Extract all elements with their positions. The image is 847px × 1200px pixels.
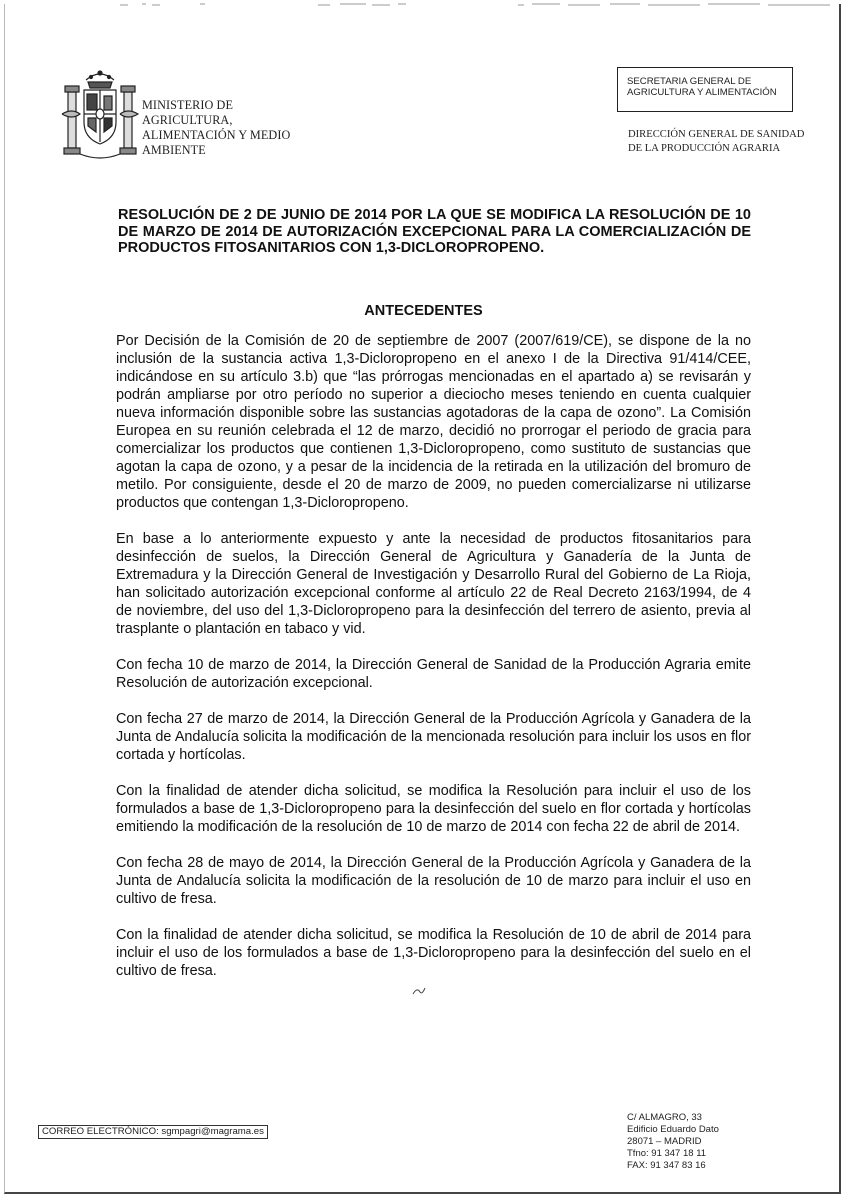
ministry-name <box>142 98 332 158</box>
address-line: 28071 – MADRID <box>627 1136 702 1147</box>
body-paragraph: Con fecha 10 de marzo de 2014, la Dirección General de Sanidad de la Producción Agraria emite Resolución de autorización excepcional. <box>116 657 751 691</box>
handwritten-mark <box>412 985 426 997</box>
ministry-line: AMBIENTE <box>142 143 206 157</box>
ministry-line: MINISTERIO DE <box>142 98 234 112</box>
address-line: FAX: 91 347 83 16 <box>627 1160 706 1171</box>
section-heading: ANTECEDENTES <box>364 303 483 319</box>
body-paragraph: Con fecha 28 de mayo de 2014, la Dirección General de la Producción Agrícola y Ganadera de la Junta de Andalucía solicita la modificación de la resolución de 10 de marzo para incluir el uso en cultivo de fresa. <box>116 855 751 907</box>
body-paragraph: Con la finalidad de atender dicha solicitud, se modifica la Resolución de 10 de abril de 2014 para incluir el uso de los formulados a base de 1,3-Dicloropropeno para la desinfección del suelo en el cultivo de fresa. <box>116 927 751 979</box>
address-line: C/ ALMAGRO, 33 <box>627 1112 702 1123</box>
address-line: Edificio Eduardo Dato <box>627 1124 719 1135</box>
ministry-line: AGRICULTURA, <box>142 113 233 127</box>
secretaria-line: AGRICULTURA Y ALIMENTACIÓN <box>627 87 777 98</box>
postal-address <box>627 1112 777 1172</box>
address-line: Tfno: 91 347 18 11 <box>627 1148 707 1159</box>
scan-artifact-marks <box>0 0 847 12</box>
body-paragraph: Con la finalidad de atender dicha solicitud, se modifica la Resolución para incluir el uso de los formulados a base de 1,3-Dicloropropeno para la desinfección del suelo en flor cortada y hortícolas emitiendo la modificación de la resolución de 10 de marzo de 2014 con fecha 22 de abril de 2014. <box>116 783 751 835</box>
email-footer: CORREO ELECTRÓNICO: sgmpagri@magrama.es <box>38 1125 268 1139</box>
body-paragraph: Con fecha 27 de marzo de 2014, la Dirección General de la Producción Agrícola y Ganadera de la Junta de Andalucía solicita la modificación de la mencionada resolución para incluir los usos en flor cortada y hortícolas. <box>116 711 751 763</box>
direccion-line: DIRECCIÓN GENERAL DE SANIDAD <box>628 129 805 140</box>
secretaria-line: SECRETARIA GENERAL DE <box>627 76 752 87</box>
coat-of-arms-icon <box>60 66 140 166</box>
direccion-general <box>628 128 838 156</box>
body-paragraph: Por Decisión de la Comisión de 20 de septiembre de 2007 (2007/619/CE), se dispone de la no inclusión de la sustancia activa 1,3-Dicloropropeno en el anexo I de la Directiva 91/414/CEE, indicándose en su artículo 3.b) que “las prórrogas mencionadas en el apartado a) se revisarán y podrán ampliarse por otro período no superior a dieciocho meses teniendo en cuenta cualquier nueva información disponible sobre las sustancias agotadoras de la capa de ozono”. La Comisión Europea en su reunión celebrada el 12 de marzo, decidió no prorrogar el periodo de gracia para comercializar los productos que contienen 1,3-Dicloropropeno, como sustituto de sustancias que agotan la capa de ozono, y a pesar de la incidencia de la retirada en la utilización del bromuro de metilo. Por consiguiente, desde el 20 de marzo de 2009, no pueden comercializarse ni utilizarse productos que contengan 1,3-Dicloropropeno. <box>116 333 751 511</box>
direccion-line: DE LA PRODUCCIÓN AGRARIA <box>628 143 781 154</box>
body-paragraph: En base a lo anteriormente expuesto y ante la necesidad de productos fitosanitarios para desinfección de suelos, la Dirección General de Agricultura y Ganadería de la Junta de Extremadura y la Dirección General de Investigación y Desarrollo Rural del Gobierno de La Rioja, han solicitado autorización excepcional conforme al artículo 22 de Real Decreto 2163/1994, de 4 de noviembre, del uso del 1,3-Dicloropropeno para la desinfección del terrero de asiento, previa al trasplante o plantación en tabaco y vid. <box>116 531 751 637</box>
document-title: RESOLUCIÓN DE 2 DE JUNIO DE 2014 POR LA QUE SE MODIFICA LA RESOLUCIÓN DE 10 DE MARZO DE 2014 DE AUTORIZACIÓN EXCEPCIONAL PARA LA COMERCIALIZACIÓN DE PRODUCTOS FITOSANITARIOS CON 1,3-DICLOROPROPENO. <box>118 207 751 256</box>
document-body <box>116 332 751 998</box>
ministry-line: ALIMENTACIÓN Y MEDIO <box>142 128 291 142</box>
secretaria-box <box>617 67 793 112</box>
